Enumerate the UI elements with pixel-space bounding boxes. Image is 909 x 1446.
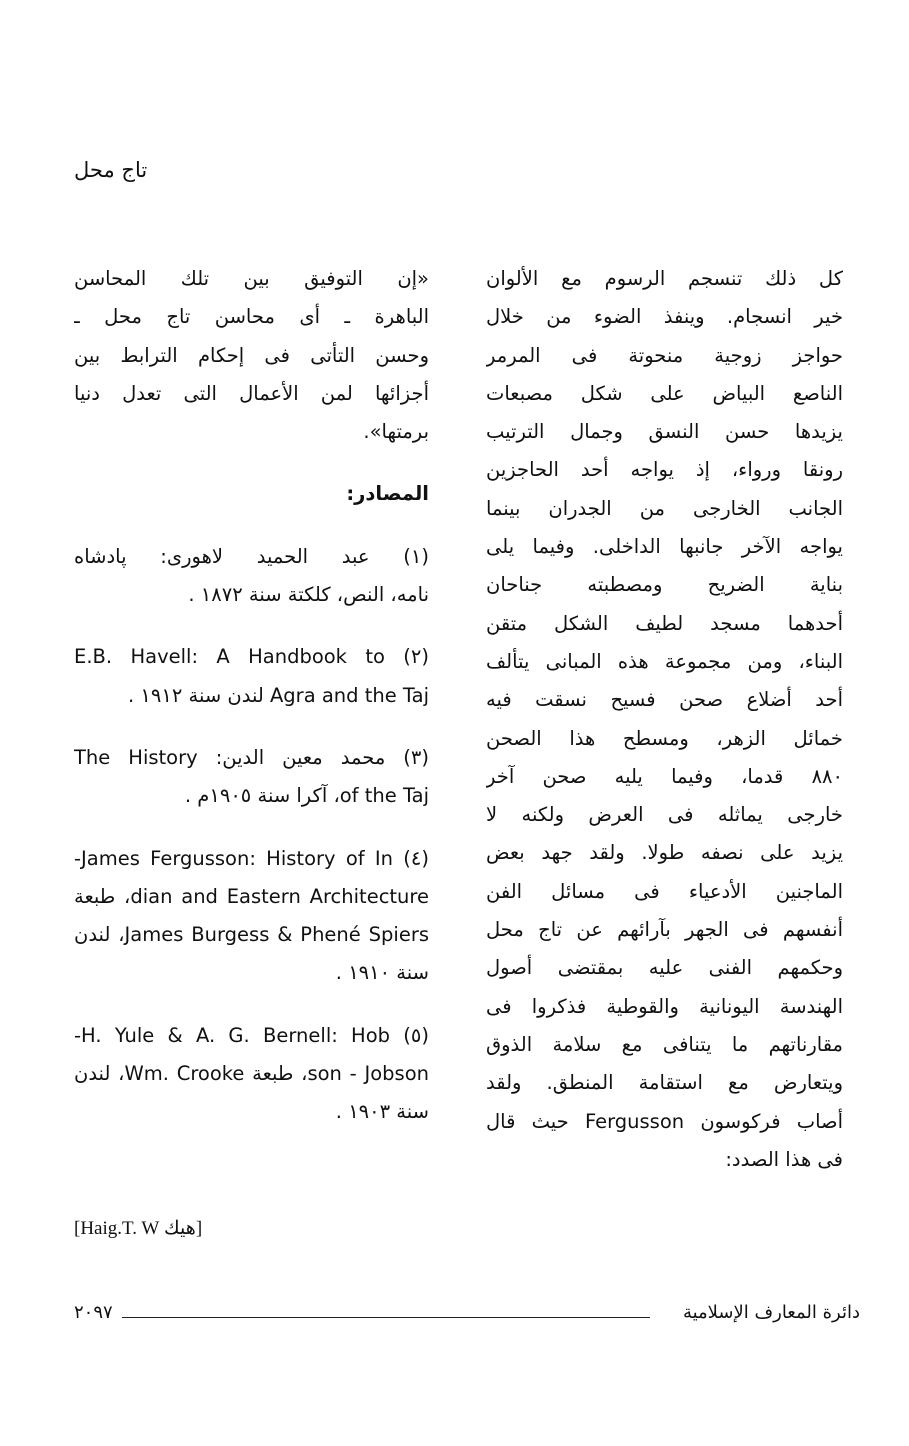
footer-title: دائرة المعارف الإسلامية — [682, 1302, 860, 1323]
text-line: الهندسة اليونانية والقوطية فذكروا فى — [486, 994, 843, 1018]
text-line: خمائل الزهر، ومسطح هذا الصحن — [486, 726, 843, 750]
spacer — [74, 451, 429, 475]
text-line: الماجنين الأدعياء فى مسائل الفن — [486, 879, 843, 903]
text-line: الباهرة ـ أى محاسن تاج محل ـ — [74, 305, 429, 329]
text-line: مقارناتهم ما يتنافى مع سلامة الذوق — [486, 1032, 843, 1056]
footer-rule — [122, 1317, 650, 1318]
text-line: son - Jobson، طبعة Wm. Crooke، لندن — [74, 1062, 429, 1086]
text-line: سنة ١٩١٠ . — [335, 961, 429, 985]
running-head: تاج محل — [74, 158, 148, 182]
text-line: أحدهما مسجد لطيف الشكل متقن — [486, 611, 843, 635]
right-column — [486, 260, 843, 1179]
text-line: فى هذا الصدد: — [725, 1147, 843, 1171]
left-column — [74, 260, 429, 1132]
page-number: ٢٠٩٧ — [74, 1302, 113, 1323]
spacer — [74, 816, 429, 840]
text-line: كل ذلك تنسجم الرسوم مع الألوان — [486, 267, 843, 290]
text-line: خارجى يماثله فى العرض ولكنه لا — [486, 803, 843, 827]
text-line: حواجز زوجية منحوتة فى المرمر — [486, 343, 843, 367]
text-line: خير انسجام. وينفذ الضوء من خلال — [486, 305, 843, 329]
spacer — [74, 715, 429, 739]
text-line: وحسن التأتى فى إحكام الترابط بين — [74, 343, 429, 367]
text-line: أحد أضلاع صحن فسيح نسقت فيه — [486, 688, 843, 712]
spacer — [74, 993, 429, 1017]
text-line: (٥) H. Yule & A. G. Bernell: Hob- — [74, 1023, 429, 1047]
text-line: البناء، ومن مجموعة هذه المبانى يتألف — [486, 649, 843, 673]
text-line: نامه، النص، كلكتة سنة ١٨٧٢ . — [188, 583, 429, 607]
text-line: James Burgess & Phené Spiers، لندن — [74, 923, 429, 947]
text-line: Agra and the Taj لندن سنة ١٩١٢ . — [128, 683, 429, 707]
text-line: of the Taj، آكرا سنة ١٩٠٥م . — [184, 784, 429, 808]
text-line: (٢) E.B. Havell: A Handbook to — [74, 645, 429, 669]
text-line: بناية الضريح ومصطبته جناحان — [486, 573, 843, 597]
text-line: أجزائها لمن الأعمال التى تعدل دنيا — [74, 381, 429, 405]
text-line: يزيد على نصفه طولا. ولقد جهد بعض — [486, 841, 843, 865]
text-line: (١) عبد الحميد لاهورى: پادشاه — [74, 544, 429, 568]
text-line: أصاب فركوسون Fergusson حيث قال — [486, 1109, 843, 1133]
spacer — [74, 614, 429, 638]
text-line: الجانب الخارجى من الجدران بينما — [486, 496, 843, 520]
text-line: المصادر: — [346, 482, 429, 506]
text-line: رونقا ورواء، إذ يواجه أحد الحاجزين — [486, 458, 843, 482]
text-line: ويتعارض مع استقامة المنطق. ولقد — [486, 1071, 843, 1095]
text-line: الناصع البياض على شكل مصبعات — [486, 381, 843, 405]
text-line: (٤) James Fergusson: History of In- — [74, 846, 429, 870]
text-line: برمتها». — [363, 420, 429, 444]
spacer — [74, 514, 429, 538]
text-line: أنفسهم فى الجهر بآرائهم عن تاج محل — [486, 918, 843, 942]
text-line: dian and Eastern Architecture، طبعة — [74, 884, 429, 908]
text-line: يواجه الآخر جانبها الداخلى. وفيما يلى — [486, 535, 843, 559]
text-line: ٨٨٠ قدما، وفيما يليه صحن آخر — [486, 764, 843, 788]
text-line: وحكمهم الفنى عليه بمقتضى أصول — [486, 956, 843, 980]
author-signature: [هيك Haig.T. W] — [74, 1218, 203, 1239]
text-line: «إن التوفيق بين تلك المحاسن — [74, 267, 429, 290]
text-line: (٣) محمد معين الدين: The History — [74, 745, 429, 769]
text-line: يزيدها حسن النسق وجمال الترتيب — [486, 420, 843, 444]
text-line: سنة ١٩٠٣ . — [335, 1100, 429, 1124]
page-footer — [74, 1302, 860, 1332]
